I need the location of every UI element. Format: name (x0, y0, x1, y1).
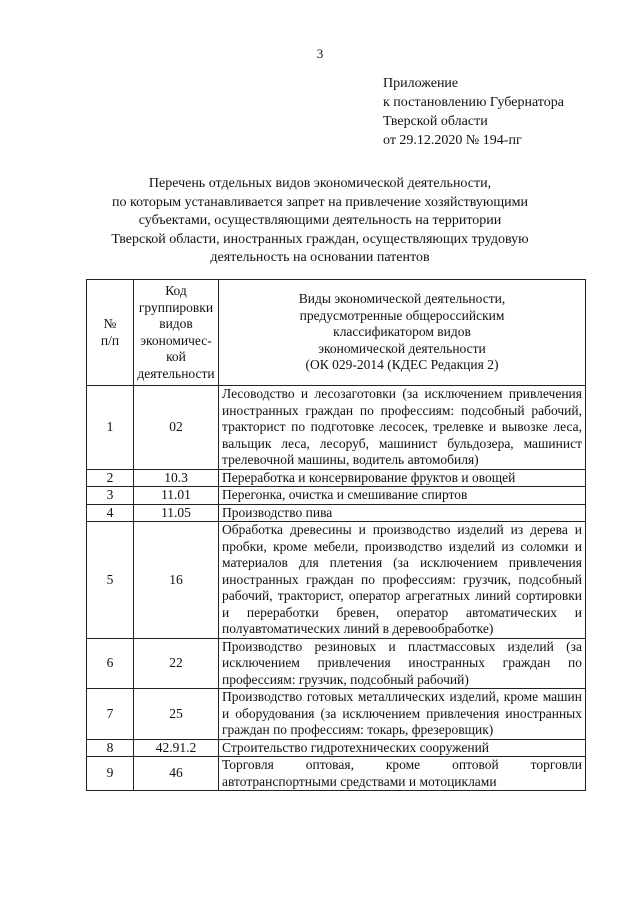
header-text: п/п (100, 332, 120, 348)
table-row (87, 386, 586, 470)
row-desc: Обработка древесины и производство изделий из дерева и пробки, кроме мебели, производство изделий из соломки и материалов для плетения (за исключением привлечения иностранных граждан по профессиям: грузчик, подсобный рабочий, тракторист, оператор агрегатных линий сортировки и переработки бревен, оператор автоматических и полуавтоматических линий в деревообработке) (219, 522, 586, 639)
row-desc: Строительство гидротехнических сооружений (219, 739, 586, 757)
appendix-line: к постановлению Губернатора (383, 95, 564, 110)
table-row (87, 487, 586, 505)
header-text: группировки (138, 299, 214, 315)
row-desc: Лесоводство и лесозаготовки (за исключением привлечения иностранных граждан по профессиям: подсобный рабочий, тракторист по подготовке лесосек, трелевке и вывозке леса, вальщик леса, лесоруб, машинист бульдозера, машинист трелевочной машины, водитель автомобиля) (219, 386, 586, 470)
table-row (87, 504, 586, 522)
row-num: 6 (87, 638, 134, 689)
row-code: 11.05 (134, 504, 219, 522)
title-line: деятельность на основании патентов (210, 250, 430, 265)
row-desc: Переработка и консервирование фруктов и овощей (219, 469, 586, 487)
row-num: 1 (87, 386, 134, 470)
row-num: 7 (87, 689, 134, 740)
table-row (87, 469, 586, 487)
row-desc: Производство готовых металлических изделий, кроме машин и оборудования (за исключением привлечения иностранных граждан по профессиям: токарь, фрезеровщик) (219, 689, 586, 740)
row-code: 11.01 (134, 487, 219, 505)
table-row (87, 757, 586, 791)
header-text: № (103, 316, 117, 331)
row-code: 16 (134, 522, 219, 639)
row-num: 5 (87, 522, 134, 639)
activities-table (86, 279, 586, 791)
appendix-block (383, 74, 564, 150)
header-text: видов (159, 316, 193, 331)
header-text: экономичес- (140, 332, 212, 348)
header-text: Код (165, 283, 187, 298)
title-line: субъектами, осуществляющими деятельность на территории (138, 213, 502, 228)
row-code: 46 (134, 757, 219, 791)
header-num (87, 280, 134, 386)
row-num: 8 (87, 739, 134, 757)
header-desc (219, 280, 586, 386)
table-header-row (87, 280, 586, 386)
table-row (87, 739, 586, 757)
row-code: 25 (134, 689, 219, 740)
row-code: 02 (134, 386, 219, 470)
row-num: 3 (87, 487, 134, 505)
title-line: Тверской области, иностранных граждан, осуществляющих трудовую (111, 231, 529, 247)
row-num: 2 (87, 469, 134, 487)
table-row (87, 638, 586, 689)
header-text: предусмотренные общероссийским (299, 307, 505, 323)
appendix-line: Тверской области (383, 114, 488, 129)
row-desc: Производство резиновых и пластмассовых изделий (за исключением привлечения иностранных граждан по профессиям: грузчик, подсобный рабочий) (219, 638, 586, 689)
title-line: по которым устанавливается запрет на привлечение хозяйствующими (111, 194, 528, 210)
page-number: 3 (316, 46, 324, 61)
header-code (134, 280, 219, 386)
header-text: экономической деятельности (318, 340, 486, 356)
document-title (80, 175, 560, 268)
table-row (87, 689, 586, 740)
row-code: 10.3 (134, 469, 219, 487)
row-code: 42.91.2 (134, 739, 219, 757)
row-desc: Производство пива (219, 504, 586, 522)
row-desc: Перегонка, очистка и смешивание спиртов (219, 487, 586, 505)
title-line: Перечень отдельных видов экономической деятельности, (148, 176, 492, 191)
header-text: деятельности (137, 365, 215, 381)
row-code: 22 (134, 638, 219, 689)
appendix-line: от 29.12.2020 № 194-пг (383, 133, 522, 148)
row-num: 9 (87, 757, 134, 791)
appendix-line: Приложение (383, 76, 459, 91)
header-text: кой (166, 349, 186, 364)
row-desc: Торговля оптовая, кроме оптовой торговли автотранспортными средствами и мотоциклами (219, 757, 586, 791)
row-num: 4 (87, 504, 134, 522)
table-row (87, 522, 586, 639)
header-text: (ОК 029-2014 (КДЕС Редакция 2) (305, 357, 499, 373)
header-text: классификатором видов (333, 324, 471, 340)
header-text: Виды экономической деятельности, (298, 291, 506, 307)
